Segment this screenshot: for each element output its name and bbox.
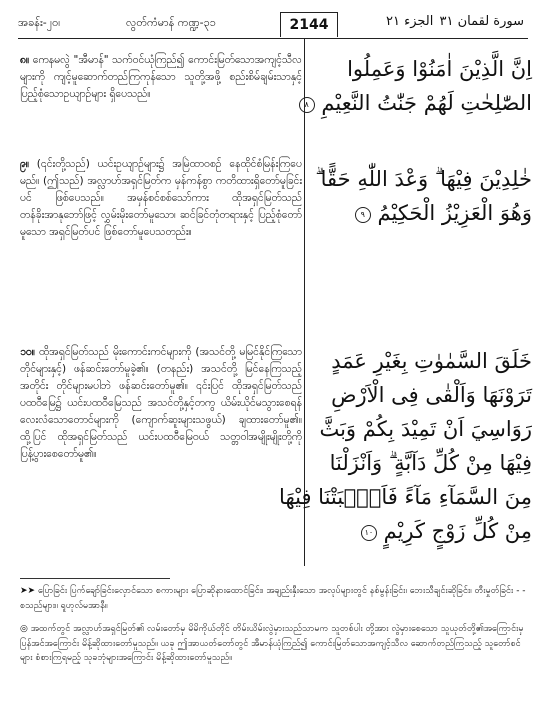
verse-number: ၉။ (20, 158, 30, 170)
verse-number: ၈။ (20, 54, 30, 66)
arabic-verse-10 (279, 344, 532, 548)
translation-verse-9 (20, 156, 302, 241)
arabic-line: اِنَّ الَّذِيْنَ اٰمَنُوْا وَعَمِلُوا (347, 57, 532, 81)
arabic-line: خٰلِدِيْنَ فِيْهَا ۗ وَعْدَ اللّٰهِ حَقًّا ۗ (315, 167, 532, 191)
arabic-line: فِيْهَا مِنْ كُلِّ دَآبَّةٍ ۗ وَاَنْزَلْنَا (329, 451, 532, 475)
page-number: 2144 (280, 12, 338, 37)
ayah-marker: ٨ (299, 97, 315, 113)
juz-label: الجزء ٢١ (386, 14, 434, 29)
footnote-separator (20, 578, 170, 579)
footnote-1: ➤➤ ပြောခြင်း ပြက်ချော်ခြင်းလှောင်သော စကားများ ပြောဆိုနားထောင်ခြင်း၊ အချည်းနှီးသော အလုပ်များတွင် နစ်မွန်းခြင်း၊ ဘေးသီချင်းဆိုခြင်း၊ တီးမှုတ်ခြင်း - - စသည်များ။ ရူဟုလ်မအာနီ။ (20, 586, 526, 611)
arabic-verse-8 (304, 52, 532, 120)
translation-text: ကေနမလွဲ "အီမာန်" သက်ဝင်ယုံကြည်၍ ကောင်းမြတ်သောအကျင့်သီလများကို ကျင့်မူဆောက်တည်ကြကုန်သော သူတို့အဖို့ စည်းစိမ်ချမ်းသာနှင့် ပြည့်စုံသောဥယျာဉ်များ ရှိပေသည်။ (20, 54, 302, 100)
arabic-line: مِنَ السَّمَآءِ مَآءً فَاَنْۢبَتْنَا فِيْهَا (279, 485, 532, 509)
arabic-line: مِنْ كُلِّ زَوْجٍ كَرِيْمٍ (383, 519, 532, 543)
part-label: လွတ်ကံမာန် ကဏ္ဍ-၃၁ (126, 16, 216, 29)
arabic-line: خَلَقَ السَّمٰوٰتِ بِغَيْرِ عَمَدٍ (331, 349, 532, 373)
translation-text: (၎င်းတို့သည်) ယင်းဥယျာဉ်များ၌ အမြဲထာဝစဉ် နေထိုင်စံမြန်းကြပေမည်။ (ဤသည်) အလ္လာဟ်အရှင်မြတ်က မှန်ကန်စွာ ကတိထားရှိတော်မူခြင်းပင် ဖြစ်ပေသည်။ အမှန်စင်စစ်သော်ကား ထိုအရှင်မြတ်သည် တန်ခိုးအာနုဘော်ဖြင့် လွှမ်းမိုးတော်မူသော၊ ဆင်ခြင်တုံတရားနှင့် ပြည့်စုံတော်မူသော အရှင်မြတ်ပင် ဖြစ်တော်မူပေသတည်း။ (20, 158, 302, 238)
ayah-marker: ٩ (355, 207, 371, 223)
translation-verse-10 (20, 344, 302, 463)
page-header (18, 12, 528, 39)
surah-label: سورة لقمان ٣١ (439, 14, 524, 29)
translation-text: ထိုအရှင်မြတ်သည် မိုးကောင်းကင်များကို (အသင်တို့ မမြင်နိုင်ကြသောတိုင်များနှင့်) ဖန်ဆင်းတော်မူခဲ့၏။ (တနည်း) အသင်တို့ မြင်နေကြသည့် အတိုင်း တိုင်များမပါဘဲ ဖန်ဆင်းတော်မူ၏။ ၎င်းပြင် ထိုအရှင်မြတ်သည် ပထဝီမြေ၌ ယင်းပထဝီမြေသည် အသင်တို့နှင့်တကွ ယိမ်းယိုင်မသွားစေရန် လေးလံသောတောင်များကို (ကျောက်ဆူးများသဖွယ်) ချထားတော်မူ၏။ ထို့ပြင် ထိုအရှင်မြတ်သည် ယင်းပထဝီမြေဝယ် သတ္တဝါအမျိုးမျိုးတို့ကို ပြန့်ပွားစေတော်မူ၏။ (20, 346, 302, 460)
footnote-2: ◎ အထက်တွင် အလ္လာဟ်အရှင်မြတ်၏ လမ်းတော်မှ မိမိကိုယ်တိုင် တိမ်းယိမ်းလွဲမှားသည်သာမက သူတစ်ပါး တို့အား လွဲမှားစေသော သူယုတ်တို့၏အကြောင်းမှ ပြန်အင်အကြောင်း မိန့်ဆိုထားတော်မူသည်။ ယခု ဤအာယတ်တော်တွင် အီမာန်ယုံကြည်၍ ကောင်းမြတ်သောအကျင့်သီလ ဆောက်တည်ကြသည့် သူတော်စင်များ စံစားကြရမည့် သုခဘုံများအကြောင်း မိန့်ဆိုထားတော်မူသည်။ (20, 624, 524, 663)
arabic-line: رَوَاسِيَ اَنْ تَمِيْدَ بِكُمْ وَبَثَّ (319, 417, 532, 441)
ayah-marker: ١٠ (361, 525, 377, 541)
arabic-verse-9 (312, 162, 532, 230)
arabic-line: وَهُوَ الْعَزِيْزُ الْحَكِيْمُ (377, 201, 532, 225)
translation-verse-8 (20, 52, 302, 103)
chapter-label: အခန်း-၂ဝ၊ (18, 16, 61, 29)
verse-number: ၁ဝ။ (20, 346, 35, 358)
arabic-line: الصّٰلِحٰتِ لَهُمْ جَنّٰتُ النَّعِيْمِ (321, 91, 532, 115)
arabic-line: تَرَوْنَهَا وَاَلْقٰى فِى الْاَرْضِ (331, 383, 532, 407)
